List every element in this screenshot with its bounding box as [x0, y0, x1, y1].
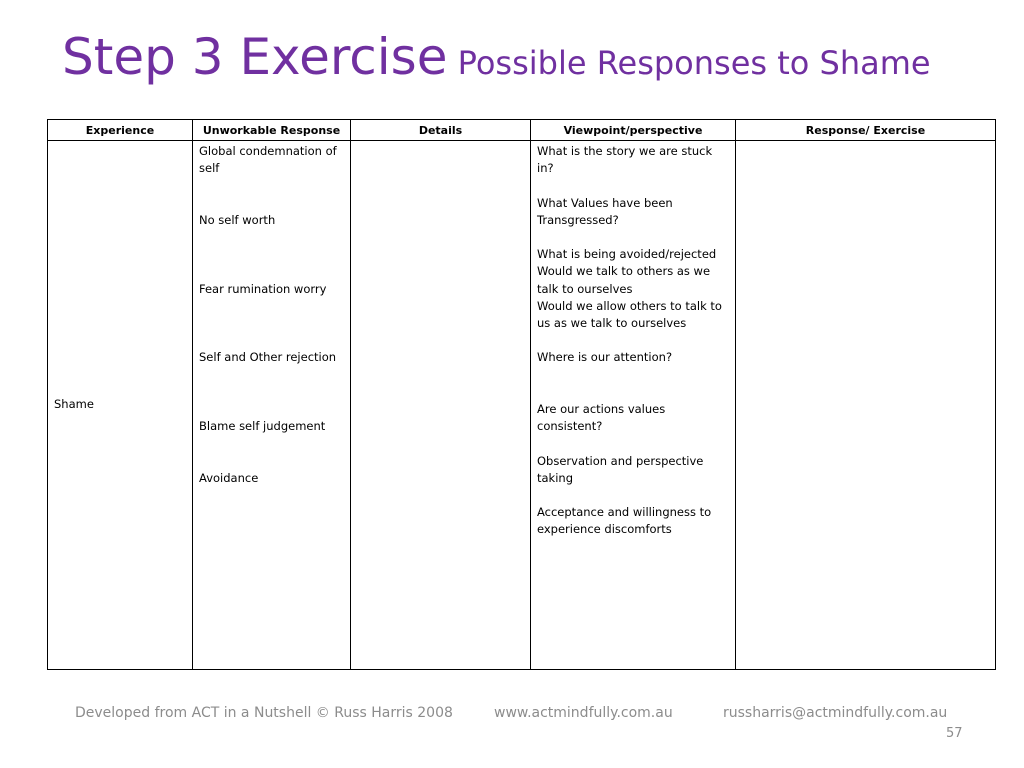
- cell-line: [199, 435, 344, 452]
- cell-line: Where is our attention?: [537, 350, 673, 365]
- cell-line: Acceptance and willingness to: [537, 505, 712, 520]
- cell-line: What is being avoided/rejected: [537, 247, 717, 262]
- header-response-exercise: Response/ Exercise: [736, 120, 996, 141]
- details-cell: [351, 141, 531, 670]
- responses-table: [47, 119, 996, 670]
- table-row: [48, 141, 996, 670]
- cell-line: self: [199, 161, 220, 176]
- header-viewpoint: Viewpoint/perspective: [531, 120, 736, 141]
- cell-line: in?: [537, 161, 554, 176]
- cell-line: What is the story we are stuck: [537, 144, 713, 158]
- footer-website: www.actmindfully.com.au: [494, 705, 673, 721]
- cell-line: [199, 452, 344, 469]
- cell-line: [199, 298, 344, 315]
- cell-line: [537, 487, 729, 504]
- table-header-row: [48, 120, 996, 141]
- cell-line: Self and Other rejection: [199, 350, 337, 365]
- cell-line: [537, 435, 729, 452]
- cell-line: [199, 195, 344, 212]
- cell-line: Fear rumination worry: [199, 281, 327, 296]
- page-number: 57: [946, 726, 963, 741]
- response-cell: [736, 141, 996, 670]
- header-unworkable-response: Unworkable Response: [193, 120, 351, 141]
- cell-line: [199, 246, 344, 263]
- cell-line: [199, 315, 344, 332]
- cell-line: [199, 367, 344, 384]
- cell-line: [199, 263, 344, 280]
- cell-line: [199, 177, 344, 194]
- cell-line: experience discomforts: [537, 522, 672, 537]
- cell-line: Transgressed?: [537, 212, 619, 227]
- experience-cell: Shame: [48, 141, 193, 670]
- cell-line: Blame self judgement: [199, 419, 326, 434]
- cell-line: talk to ourselves: [537, 281, 633, 296]
- cell-line: consistent?: [537, 419, 603, 434]
- footer-email: russharris@actmindfully.com.au: [723, 705, 948, 721]
- cell-line: Avoidance: [199, 470, 259, 485]
- cell-line: [537, 177, 729, 194]
- cell-line: Would we talk to others as we: [537, 264, 711, 279]
- cell-line: What Values have been: [537, 195, 673, 210]
- title-subtitle: Possible Responses to Shame: [457, 44, 931, 82]
- cell-line: Would we allow others to talk to: [537, 298, 722, 313]
- cell-line: [199, 332, 344, 349]
- footer-credit: Developed from ACT in a Nutshell © Russ Harris 2008: [75, 705, 453, 721]
- cell-line: [199, 401, 344, 418]
- unworkable-cell: [193, 141, 351, 670]
- cell-line: [537, 332, 729, 349]
- cell-line: taking: [537, 470, 573, 485]
- header-experience: Experience: [48, 120, 193, 141]
- cell-line: [199, 229, 344, 246]
- slide-title: [62, 28, 931, 86]
- cell-line: Observation and perspective: [537, 453, 704, 468]
- title-main: Step 3 Exercise: [62, 28, 448, 86]
- cell-line: us as we talk to ourselves: [537, 316, 687, 330]
- viewpoint-cell: [531, 141, 736, 670]
- cell-line: Global condemnation of: [199, 144, 337, 158]
- header-details: Details: [351, 120, 531, 141]
- cell-line: [537, 229, 729, 246]
- cell-line: Are our actions values: [537, 401, 666, 416]
- cell-line: No self worth: [199, 212, 276, 227]
- cell-line: [199, 384, 344, 401]
- cell-line: [537, 367, 729, 384]
- cell-line: [537, 384, 729, 401]
